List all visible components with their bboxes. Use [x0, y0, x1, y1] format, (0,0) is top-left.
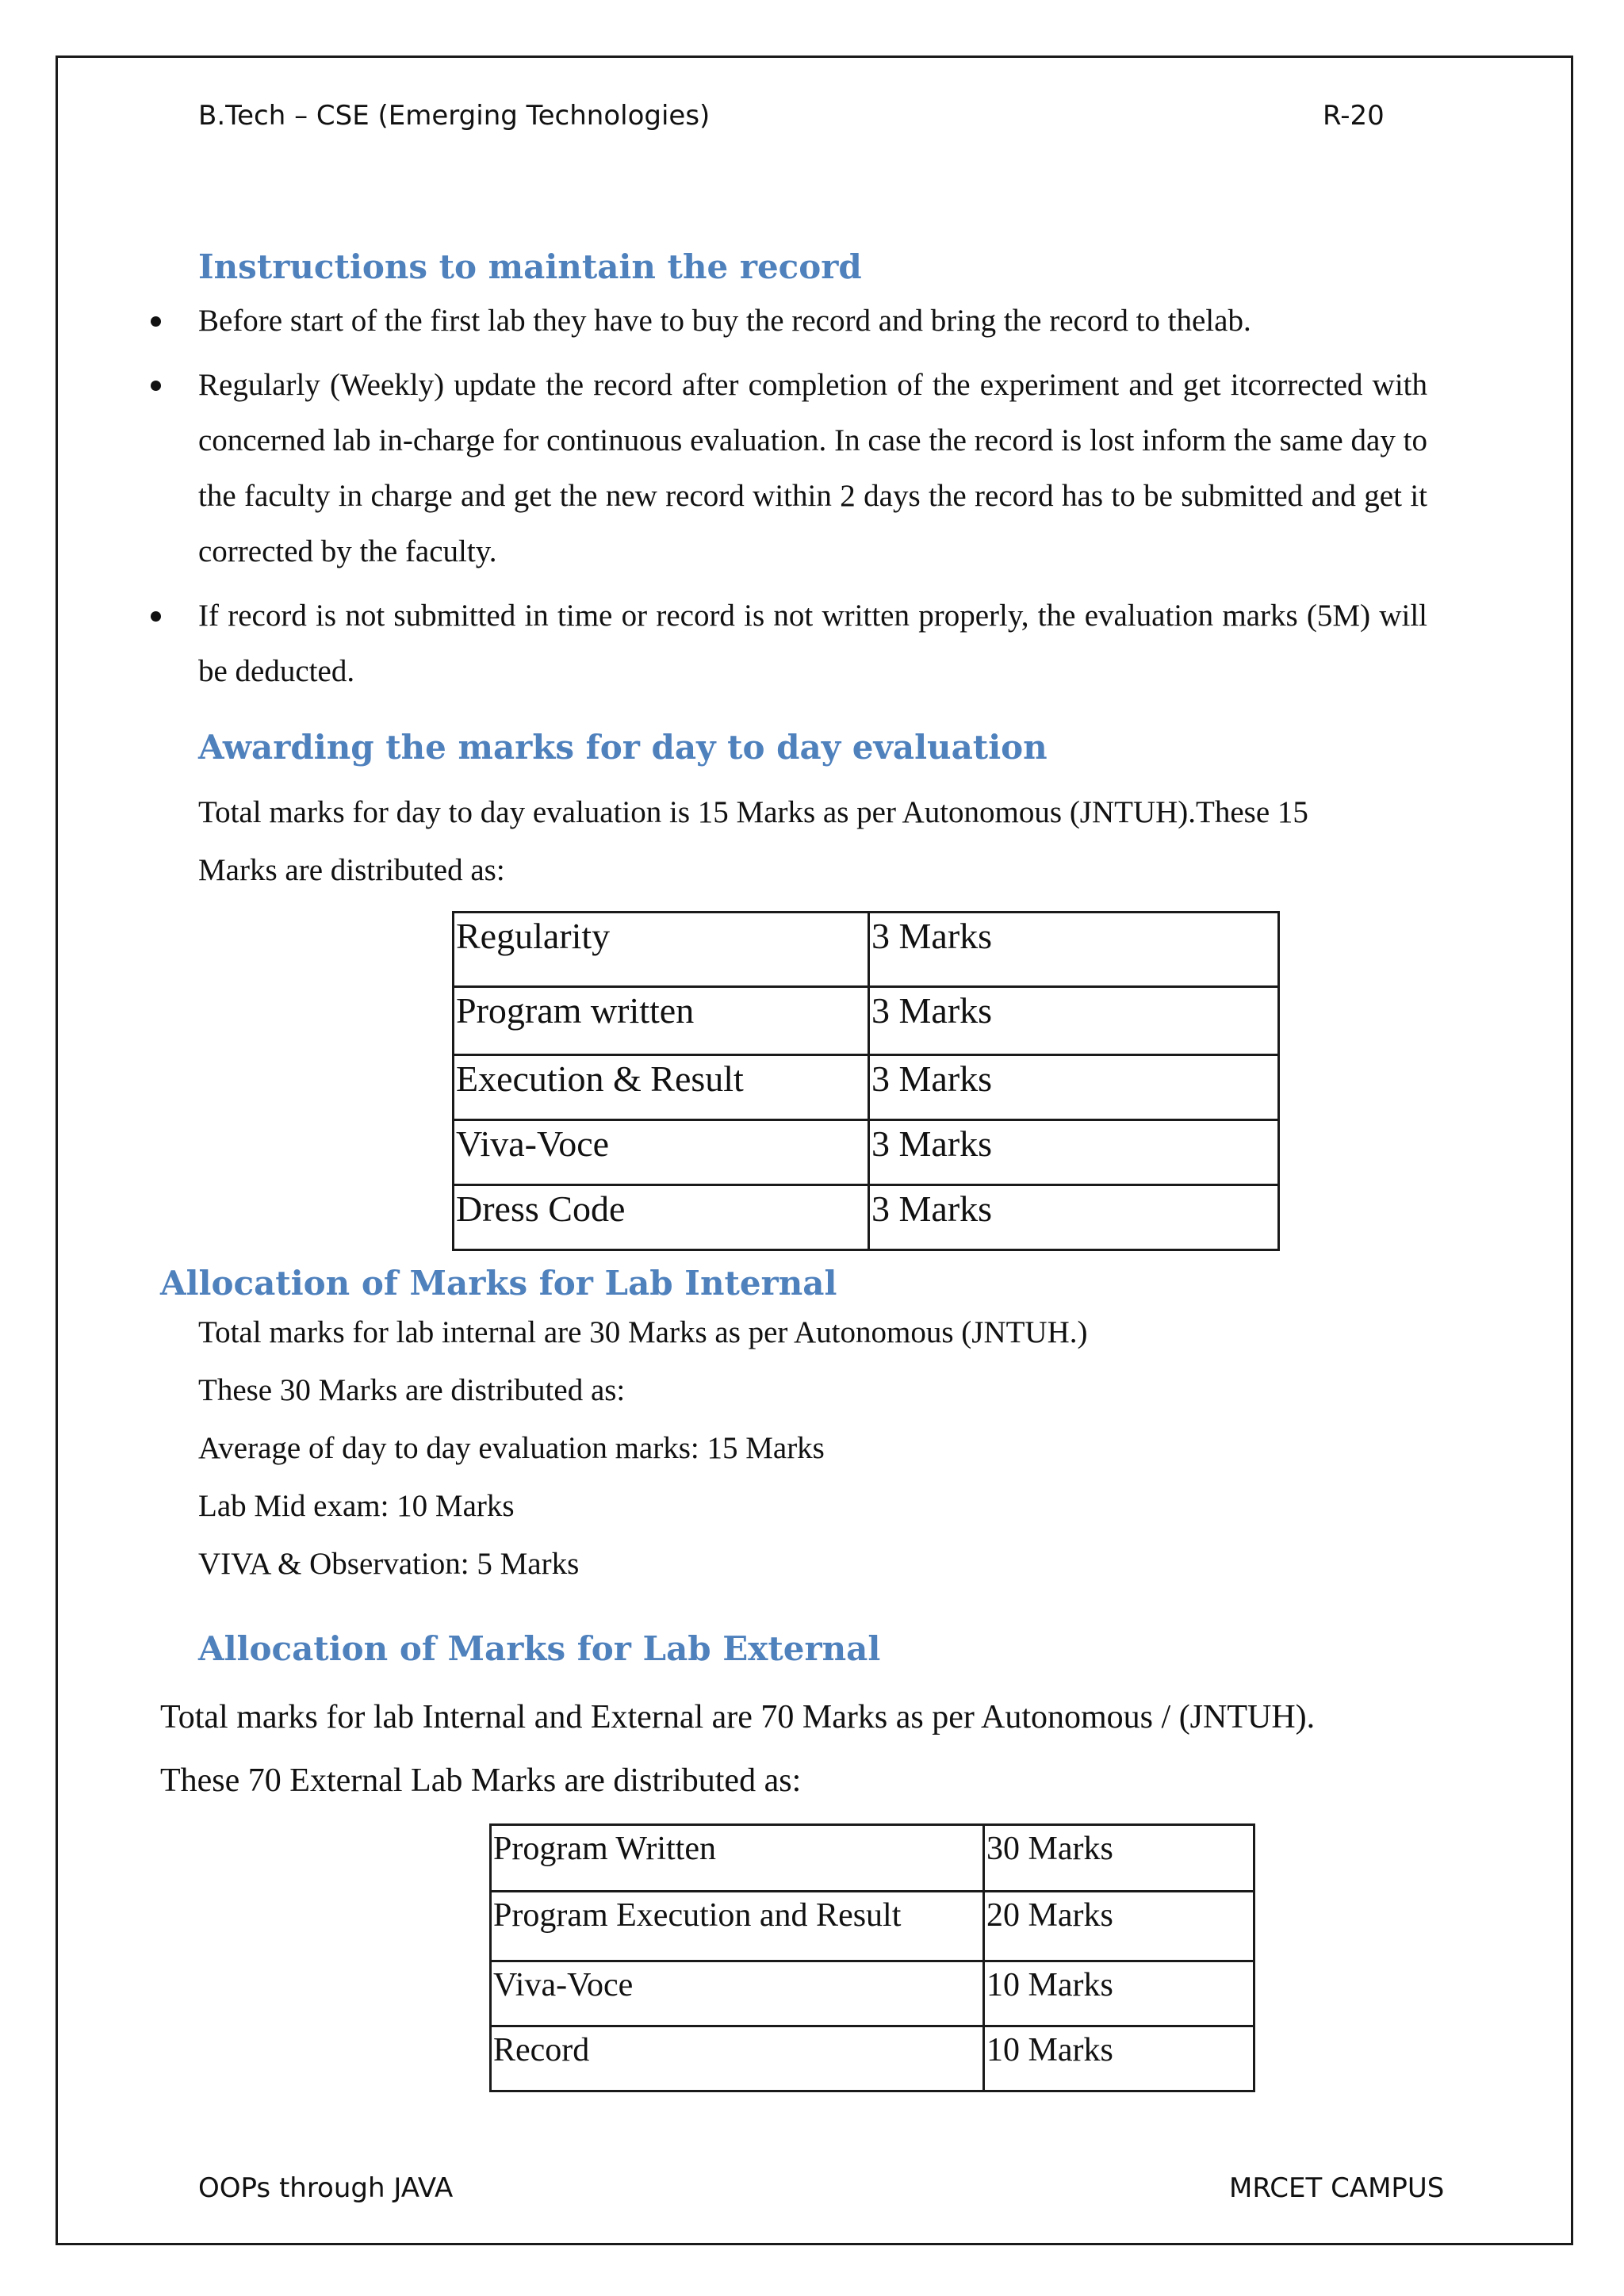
table-cell-item: Program Written — [491, 1825, 984, 1892]
header-regulation: R-20 — [1323, 100, 1385, 132]
table-cell-marks: 20 Marks — [984, 1892, 1254, 1961]
table-cell-marks: 3 Marks — [869, 913, 1279, 987]
table-cell-marks: 3 Marks — [869, 1120, 1279, 1185]
bullet-text: If record is not submitted in time or record is not written properly, the evaluation marks (5M) will be deducted. — [198, 599, 1427, 688]
day-evaluation-text-1: Total marks for day to day evaluation is 15 Marks as per Autonomous (JNTUH).These 15 — [198, 795, 1308, 829]
bullet-text: Regularly (Weekly) update the record after completion of the experiment and get itcorrected with concerned lab in-charge for continuous evaluation. In case the record is lost inform the same day to the faculty in charge and get the new record within 2 days the record has to be submitted and get it corrected by the faculty. — [198, 368, 1427, 568]
lab-external-text-2: These 70 External Lab Marks are distributed as: — [160, 1762, 802, 1799]
table-row — [454, 987, 1279, 1055]
table-cell-marks: 10 Marks — [984, 2026, 1254, 2091]
record-instructions-heading: Instructions to maintain the record — [198, 247, 862, 286]
lab-internal-line: Total marks for lab internal are 30 Marks as per Autonomous (JNTUH.) — [198, 1315, 1088, 1349]
list-item — [151, 293, 1427, 349]
record-instructions-list — [151, 293, 1427, 708]
table-cell-item: Program Execution and Result — [491, 1892, 984, 1961]
table-cell-item: Viva-Voce — [454, 1120, 869, 1185]
table-cell-marks: 3 Marks — [869, 987, 1279, 1055]
lab-internal-line: These 30 Marks are distributed as: — [198, 1373, 626, 1407]
table-cell-marks: 30 Marks — [984, 1825, 1254, 1892]
day-evaluation-table — [452, 911, 1280, 1251]
table-cell-item: Program written — [454, 987, 869, 1055]
day-evaluation-heading: Awarding the marks for day to day evaluation — [198, 728, 1048, 767]
table-cell-marks: 3 Marks — [869, 1055, 1279, 1120]
footer-subject: OOPs through JAVA — [198, 2172, 454, 2204]
table-row — [454, 1120, 1279, 1185]
table-row — [491, 1961, 1254, 2026]
lab-internal-line: Lab Mid exam: 10 Marks — [198, 1489, 515, 1523]
table-row — [454, 913, 1279, 987]
lab-internal-line: Average of day to day evaluation marks: 15 Marks — [198, 1431, 825, 1465]
bullet-icon — [151, 381, 161, 391]
table-row — [454, 1055, 1279, 1120]
table-cell-item: Viva-Voce — [491, 1961, 984, 2026]
table-cell-marks: 3 Marks — [869, 1185, 1279, 1250]
table-row — [491, 2026, 1254, 2091]
lab-external-text-1: Total marks for lab Internal and External are 70 Marks as per Autonomous / (JNTUH). — [160, 1699, 1316, 1735]
bullet-icon — [151, 316, 161, 327]
header-course: B.Tech – CSE (Emerging Technologies) — [198, 100, 710, 132]
table-row — [454, 1185, 1279, 1250]
list-item — [151, 358, 1427, 580]
bullet-icon — [151, 611, 161, 622]
table-row — [491, 1892, 1254, 1961]
table-row — [491, 1825, 1254, 1892]
lab-external-table — [489, 1823, 1255, 2092]
lab-internal-line: VIVA & Observation: 5 Marks — [198, 1547, 580, 1581]
table-cell-marks: 10 Marks — [984, 1961, 1254, 2026]
table-cell-item: Dress Code — [454, 1185, 869, 1250]
footer-campus: MRCET CAMPUS — [1229, 2172, 1445, 2204]
lab-internal-heading: Allocation of Marks for Lab Internal — [160, 1264, 837, 1303]
table-cell-item: Execution & Result — [454, 1055, 869, 1120]
table-cell-item: Record — [491, 2026, 984, 2091]
table-cell-item: Regularity — [454, 913, 869, 987]
day-evaluation-text-2: Marks are distributed as: — [198, 853, 505, 887]
list-item — [151, 588, 1427, 699]
bullet-text: Before start of the first lab they have to buy the record and bring the record to thelab. — [198, 304, 1251, 338]
lab-external-heading: Allocation of Marks for Lab External — [198, 1629, 881, 1668]
